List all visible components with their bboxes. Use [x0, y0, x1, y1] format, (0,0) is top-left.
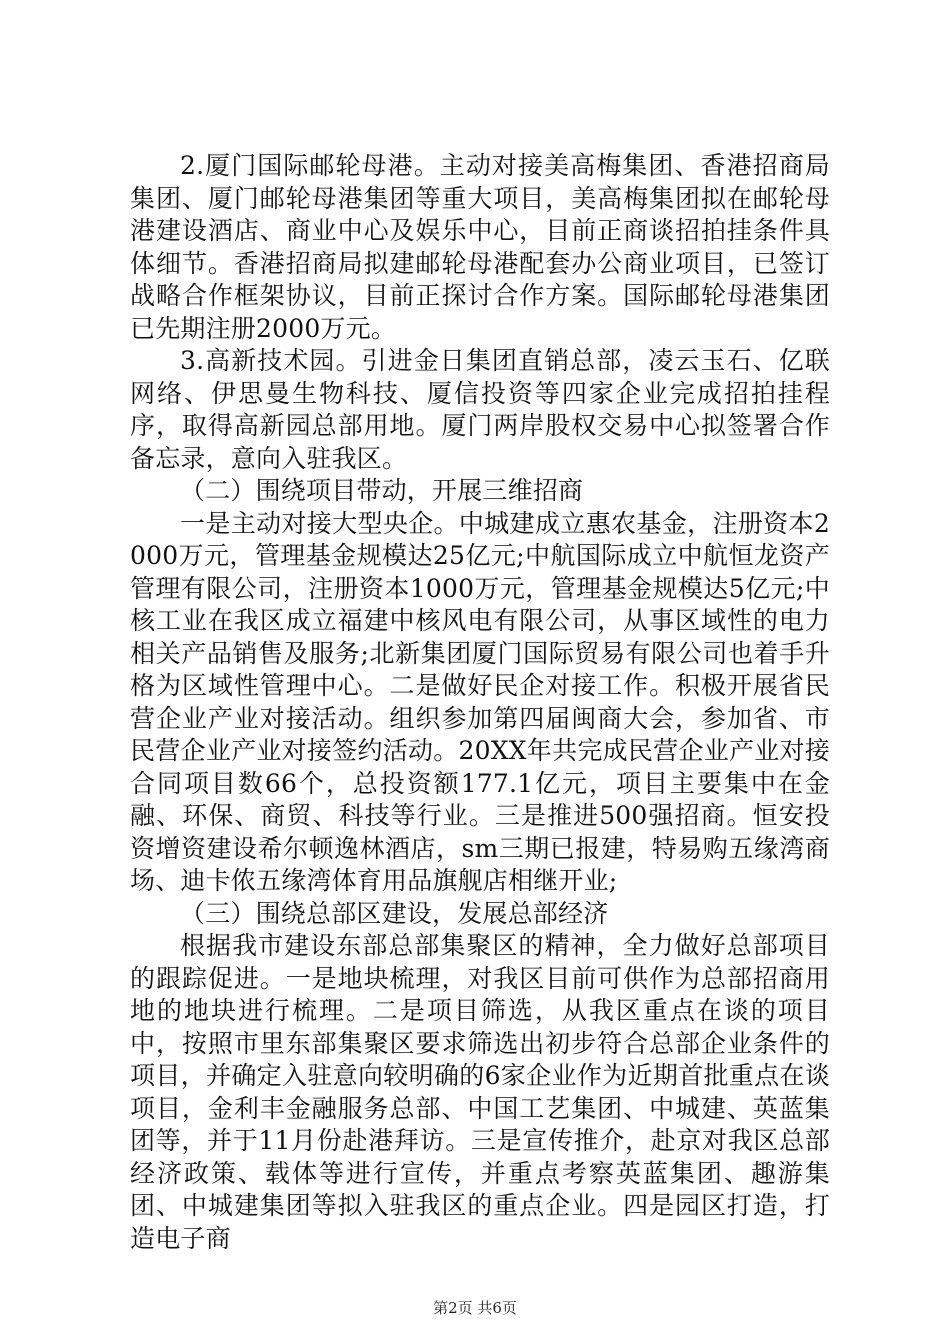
page-number-footer: 第2页 共6页 — [433, 1299, 517, 1317]
section-heading-3: （三）围绕总部区建设，发展总部经济 — [180, 898, 609, 928]
paragraph-headquarters-economy: 根据我市建设东部总部集聚区的精神，全力做好总部项目的跟踪促进。一是地块梳理，对我区目前可供作为总部招商用地的地块进行梳理。二是项目筛选，从我区重点在谈的项目中，按照市里东部集聚区要求筛选出初步符合总部企业条件的项目，并确定入驻意向较明确的6家企业作为近期首批重点在谈项目，金利丰金融服务总部、中国工艺集团、中城建、英蓝集团等，并于11月份赴港拜访。三是宣传推介，赴京对我区总部经济政策、载体等进行宣传，并重点考察英蓝集团、趣游集团、中城建集团等拟入驻我区的重点企业。四是园区打造，打造电子商 — [130, 931, 830, 1253]
paragraph-hi-tech-park: 3.高新技术园。引进金日集团直销总部，凌云玉石、亿联网络、伊思曼生物科技、厦信投资等四家企业完成招拍挂程序，取得高新园总部用地。厦门两岸股权交易中心拟签署合作备忘录，意向入驻我区。 — [130, 346, 830, 473]
paragraph-xiamen-cruise-port: 2.厦门国际邮轮母港。主动对接美高梅集团、香港招商局集团、厦门邮轮母港集团等重大项目，美高梅集团拟在邮轮母港建设酒店、商业中心及娱乐中心，目前正商谈招拍挂条件具体细节。香港招商局拟建邮轮母港配套办公商业项目，已签订战略合作框架协议，目前正探讨合作方案。国际邮轮母港集团已先期注册2000万元。 — [130, 151, 830, 343]
paragraph-investment-attraction: 一是主动对接大型央企。中城建成立惠农基金，注册资本2000万元，管理基金规模达25亿元;中航国际成立中航恒龙资产管理有限公司，注册资本1000万元，管理基金规模达5亿元;中核工业在我区成立福建中核风电有限公司，从事区域性的电力相关产品销售及服务;北新集团厦门国际贸易有限公司也着手升格为区域性管理中心。二是做好民企对接工作。积极开展省民营企业产业对接活动。组织参加第四届闽商大会，参加省、市民营企业产业对接签约活动。20XX年共完成民营企业产业对接合同项目数66个，总投资额177.1亿元，项目主要集中在金融、环保、商贸、科技等行业。三是推进500强招商。恒安投资增资建设希尔顿逸林酒店，sm三期已报建，特易购五缘湾商场、迪卡侬五缘湾体育用品旗舰店相继开业; — [130, 508, 830, 895]
section-heading-2: （二）围绕项目带动，开展三维招商 — [180, 476, 584, 505]
document-body — [130, 150, 830, 1255]
